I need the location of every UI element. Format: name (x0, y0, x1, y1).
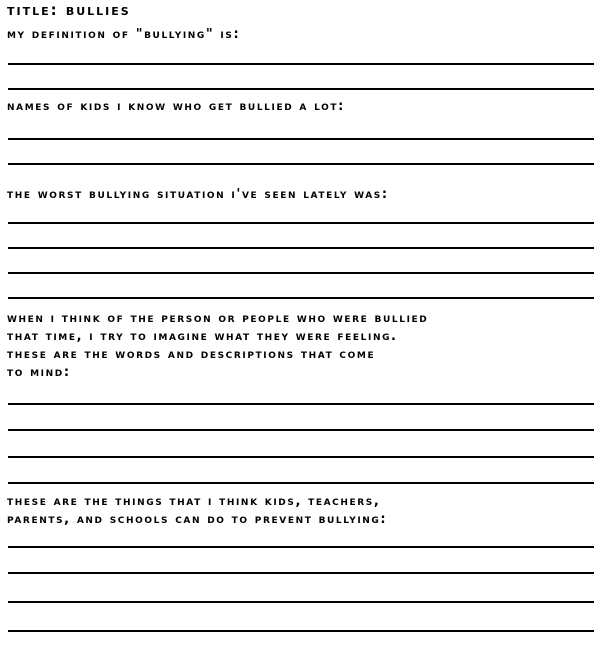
answer-line[interactable] (8, 601, 594, 603)
answer-line[interactable] (8, 297, 594, 299)
answer-line[interactable] (8, 247, 594, 249)
answer-line[interactable] (8, 572, 594, 574)
answer-line[interactable] (8, 63, 594, 65)
answer-line[interactable] (8, 429, 594, 431)
answer-line[interactable] (8, 403, 594, 405)
answer-line[interactable] (8, 138, 594, 140)
prompt-names: names of kids i know who get bullied a lot: (7, 99, 345, 114)
prompt-prevent-line-1: these are the things that i think kids, teachers, (7, 494, 381, 509)
prompt-feelings-line-1: when i think of the person or people who were bullied (7, 311, 429, 326)
worksheet-title: title: bullies (7, 1, 131, 19)
answer-line[interactable] (8, 272, 594, 274)
prompt-worst-situation: the worst bullying situation i've seen lately was: (7, 187, 389, 202)
prompt-feelings-line-2: that time, i try to imagine what they were feeling. (7, 329, 398, 344)
prompt-definition: my definition of "bullying" is: (7, 27, 241, 42)
answer-line[interactable] (8, 163, 594, 165)
answer-line[interactable] (8, 482, 594, 484)
prompt-prevent-line-2: parents, and schools can do to prevent bullying: (7, 512, 388, 527)
prompt-feelings-line-3: these are the words and descriptions that come (7, 347, 376, 362)
answer-line[interactable] (8, 630, 594, 632)
answer-line[interactable] (8, 222, 594, 224)
answer-line[interactable] (8, 456, 594, 458)
answer-line[interactable] (8, 88, 594, 90)
answer-line[interactable] (8, 546, 594, 548)
prompt-feelings-line-4: to mind: (7, 365, 71, 380)
